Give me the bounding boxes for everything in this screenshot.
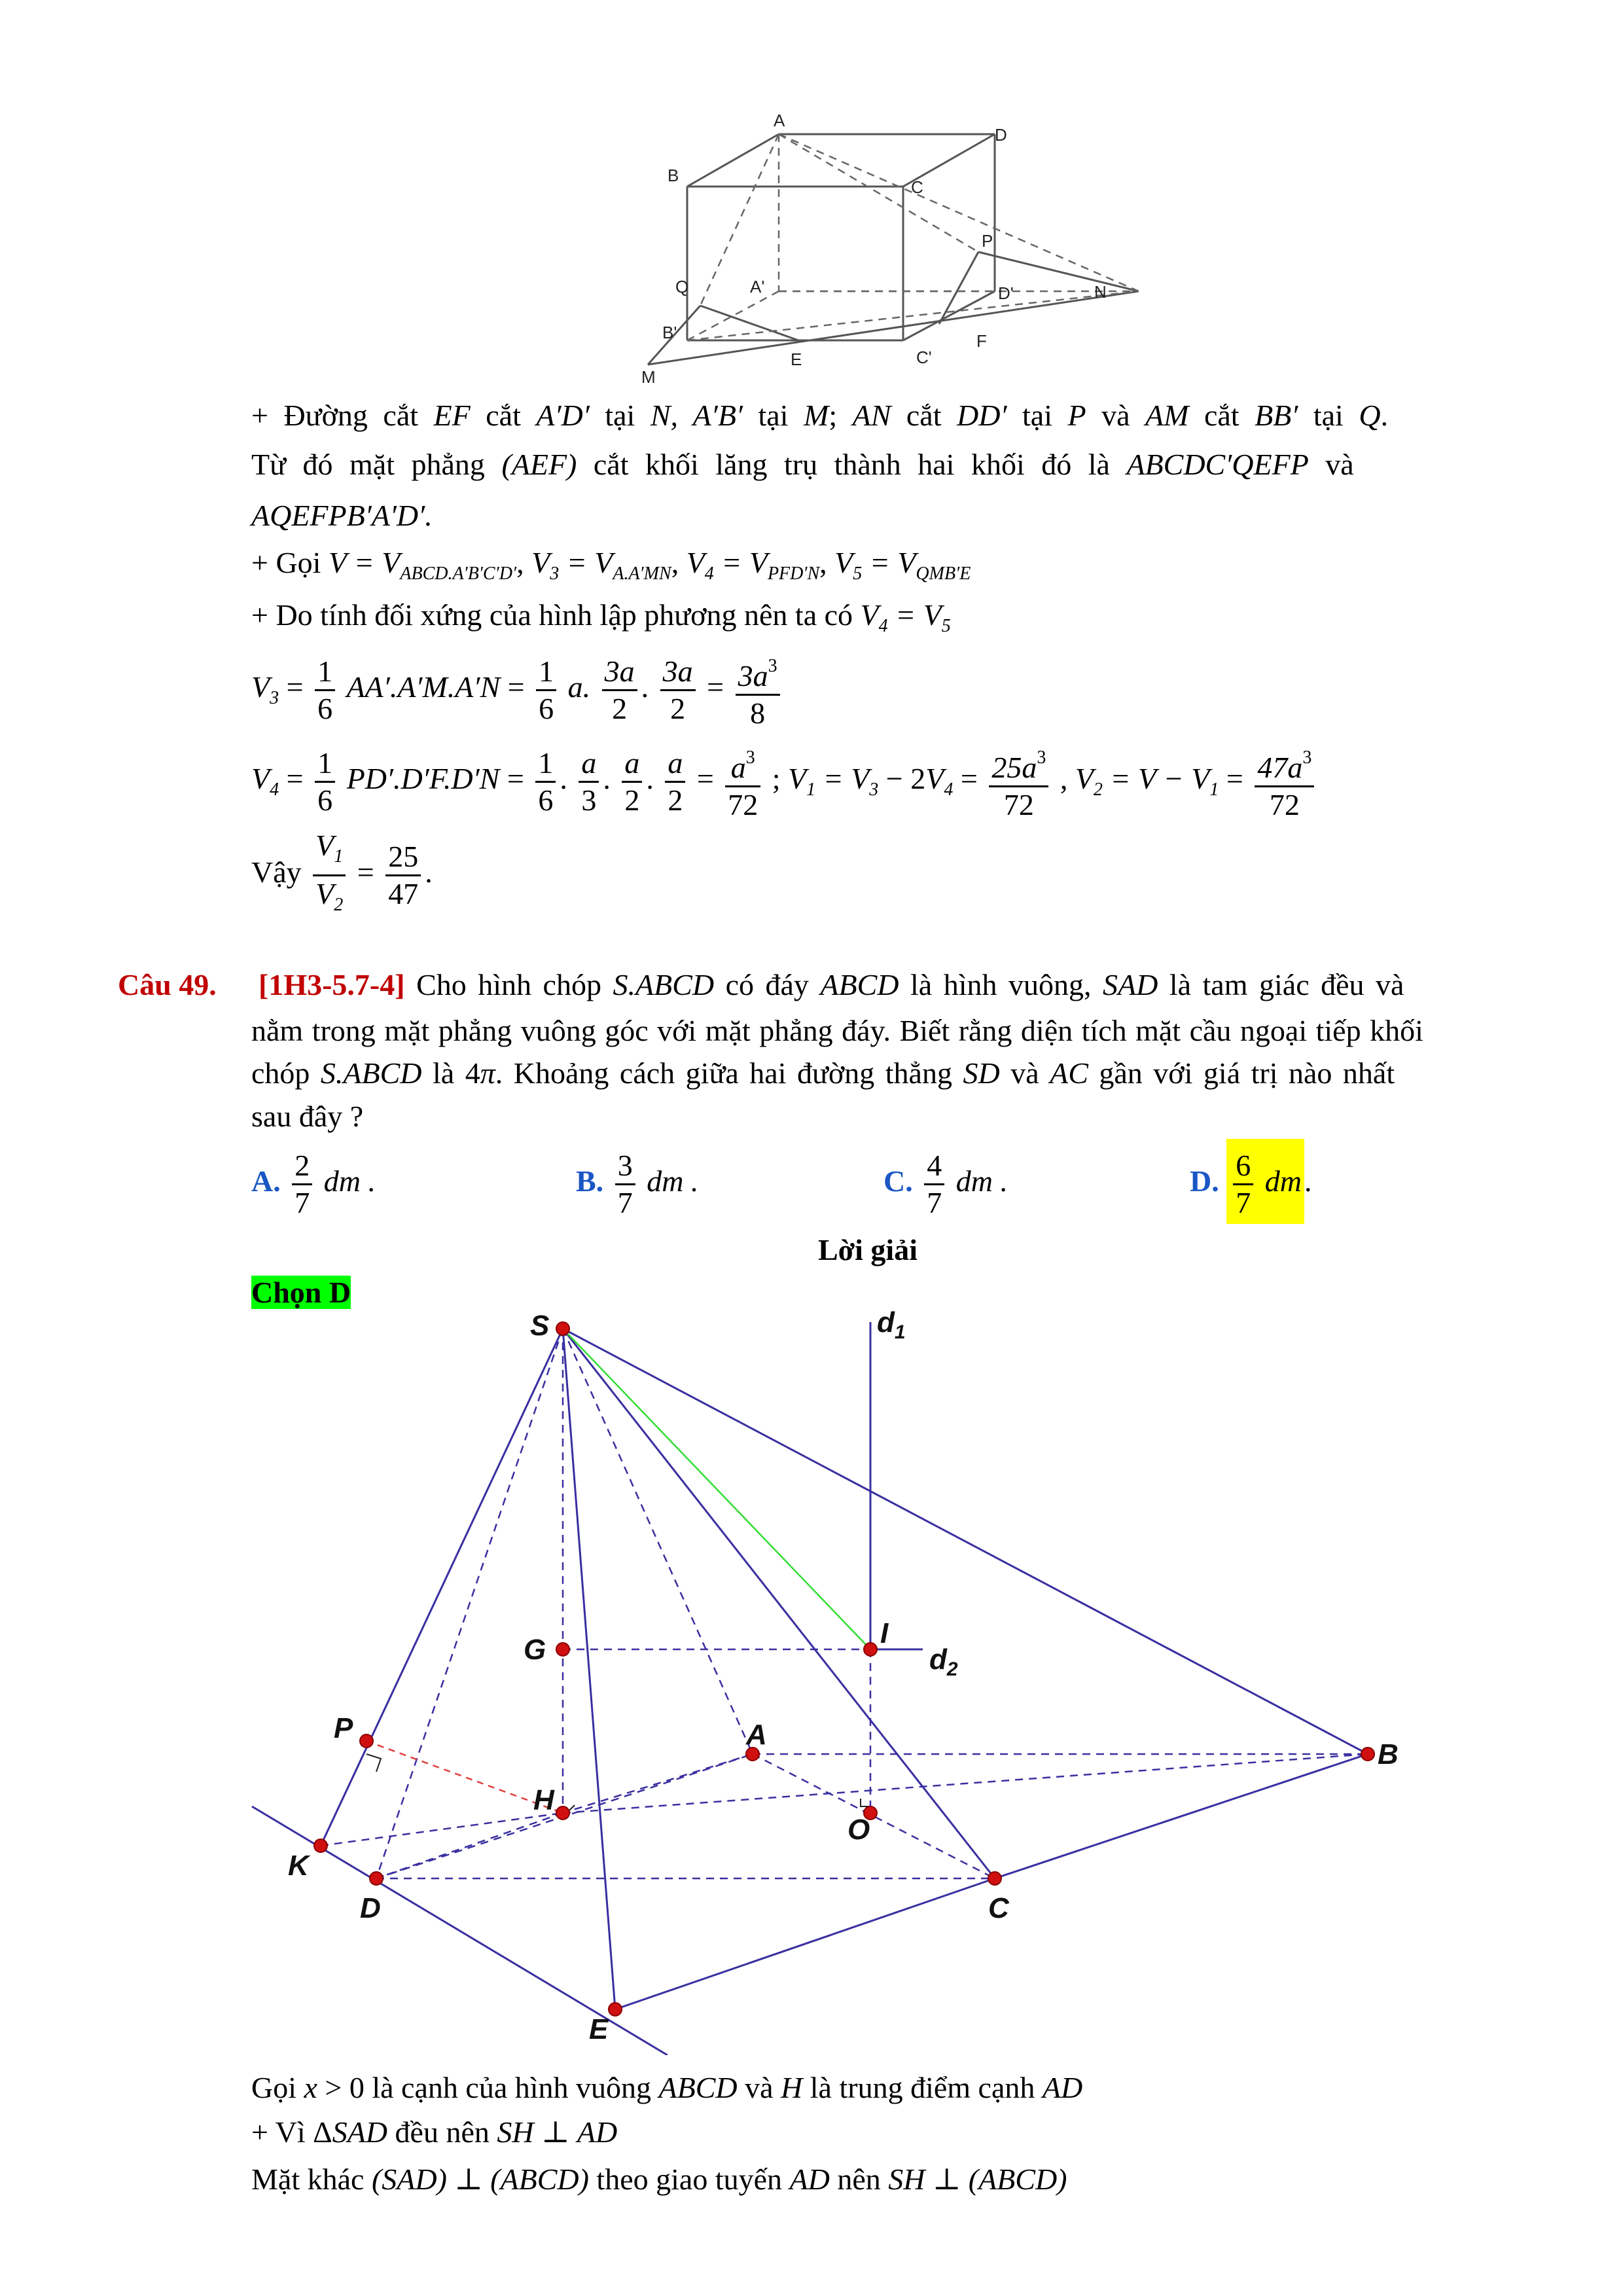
solution-line-2: Từ đó mặt phẳng (AEF) cắt khối lăng trụ thành hai khối đó là ABCDC′QEFP và xyxy=(251,448,1354,481)
svg-text:P: P xyxy=(334,1712,353,1744)
solution-q49-line-2: + Vì ΔSAD đều nên SH ⊥ AD xyxy=(251,2115,618,2149)
svg-text:d2: $d_2$ xyxy=(929,1643,958,1680)
svg-text:H: H xyxy=(533,1784,554,1816)
svg-text:M: M xyxy=(641,367,656,387)
svg-text:P: P xyxy=(982,231,993,251)
question-tag: [1H3-5.7-4] xyxy=(259,968,405,1001)
svg-text:Q: Q xyxy=(675,277,689,296)
option-a[interactable]: A. $\frac{2}{7}$ dm . xyxy=(251,1148,376,1219)
svg-text:C: C xyxy=(911,177,923,197)
svg-text:D: D xyxy=(360,1892,381,1924)
svg-text:K: K xyxy=(288,1850,309,1882)
svg-text:A': A' xyxy=(750,277,765,296)
question-line-4: sau đây ? xyxy=(251,1100,364,1133)
svg-text:O: O xyxy=(847,1814,870,1846)
pyramid-figure xyxy=(236,1302,1479,2055)
svg-text:F: F xyxy=(976,331,987,351)
cube-figure xyxy=(628,115,1139,389)
solution-q49-line-3: Mặt khác (SAD) ⊥ (ABCD) theo giao tuyến AD nên SH ⊥ (ABCD) xyxy=(251,2162,1067,2196)
svg-text:D: D xyxy=(995,125,1007,145)
solution-heading: Lời giải xyxy=(818,1233,918,1266)
svg-text:A: A xyxy=(746,1719,767,1751)
solution-line-5: + Do tính đối xứng của hình lập phương nên ta có $V_4 = V_5$ xyxy=(251,598,951,636)
svg-text:C': C' xyxy=(916,348,932,367)
solution-q49-line-1: Gọi x > 0 là cạnh của hình vuông ABCD và H là trung điểm cạnh AD xyxy=(251,2071,1083,2104)
svg-text:B: B xyxy=(668,166,679,185)
svg-text:B: B xyxy=(1378,1738,1399,1770)
svg-text:B': B' xyxy=(662,323,677,342)
question-label: Câu 49. xyxy=(118,968,217,1001)
solution-line-1: + Đường cắt EF cắt A′D′ tại N, A′B′ tại M; AN cắt DD′ tại P và AM cắt BB′ tại Q. xyxy=(251,399,1389,432)
option-b[interactable]: B. $\frac{3}{7}$ dm . xyxy=(576,1148,699,1219)
svg-text:E: E xyxy=(791,350,802,369)
svg-text:A: A xyxy=(774,115,785,130)
question-line-1: [1H3-5.7-4] Cho hình chóp S.ABCD có đáy ABCD là hình vuông, SAD là tam giác đều và xyxy=(259,968,1404,1001)
svg-text:D': D' xyxy=(998,283,1014,303)
svg-text:E: E xyxy=(589,2013,609,2045)
formula-v4: $V_4$ = $\frac{1}{6}$ PD′.D′F.D′N = $\frac{1}{6}$ . $\frac{a}{3}$ . $\frac{a}{2}$ . $\frac{a}{2}$ = $\frac{a^3}{72}$ ; $V_1 = V_3 - 2V_4$ = $\frac{25a^3}{72}$ , $V_2 = V - V_1$ = $\frac{47a^3}{72}$ xyxy=(251,740,1318,829)
conclusion: Vậy $\frac{V_1}{V_2}$ = $\frac{25}{47}$ . xyxy=(251,829,433,915)
svg-text:S: S xyxy=(530,1310,550,1342)
choice-label: Chọn D xyxy=(251,1276,351,1309)
option-d-highlight: $\frac{6}{7}$ dm xyxy=(1226,1139,1304,1224)
svg-text:I: I xyxy=(880,1617,889,1649)
option-c[interactable]: C. $\frac{4}{7}$ dm . xyxy=(883,1148,1008,1219)
option-d[interactable]: D. $\frac{6}{7}$ dm. xyxy=(1190,1139,1311,1224)
formula-v3: $V_3$ = $\frac{1}{6}$ AA′.A′M.A′N = $\frac{1}{6}$ a. $\frac{3a}{2}$ . $\frac{3a}{2}$ = $\frac{3a^3}{8}$ xyxy=(251,648,784,738)
svg-text:C: C xyxy=(988,1892,1009,1924)
svg-text:d1: $d_1$ xyxy=(877,1306,906,1343)
solution-line-4: + Gọi $V = V_{ABCD.A'B'C'D'}$, $V_3 = V_{A.A'MN}$, $V_4 = V_{PFD'N}$, $V_5 = V_{QMB'E}$ xyxy=(251,546,971,584)
question-line-2: nằm trong mặt phẳng vuông góc với mặt phẳng đáy. Biết rằng diện tích mặt cầu ngoại tiếp khối xyxy=(251,1014,1423,1047)
svg-text:G: G xyxy=(524,1634,546,1666)
question-line-3: chóp S.ABCD là 4π. Khoảng cách giữa hai đường thẳng SD và AC gần với giá trị nào nhất xyxy=(251,1056,1395,1090)
solution-line-3: AQEFPB′A′D′. xyxy=(251,499,433,532)
svg-text:N: N xyxy=(1094,282,1107,302)
